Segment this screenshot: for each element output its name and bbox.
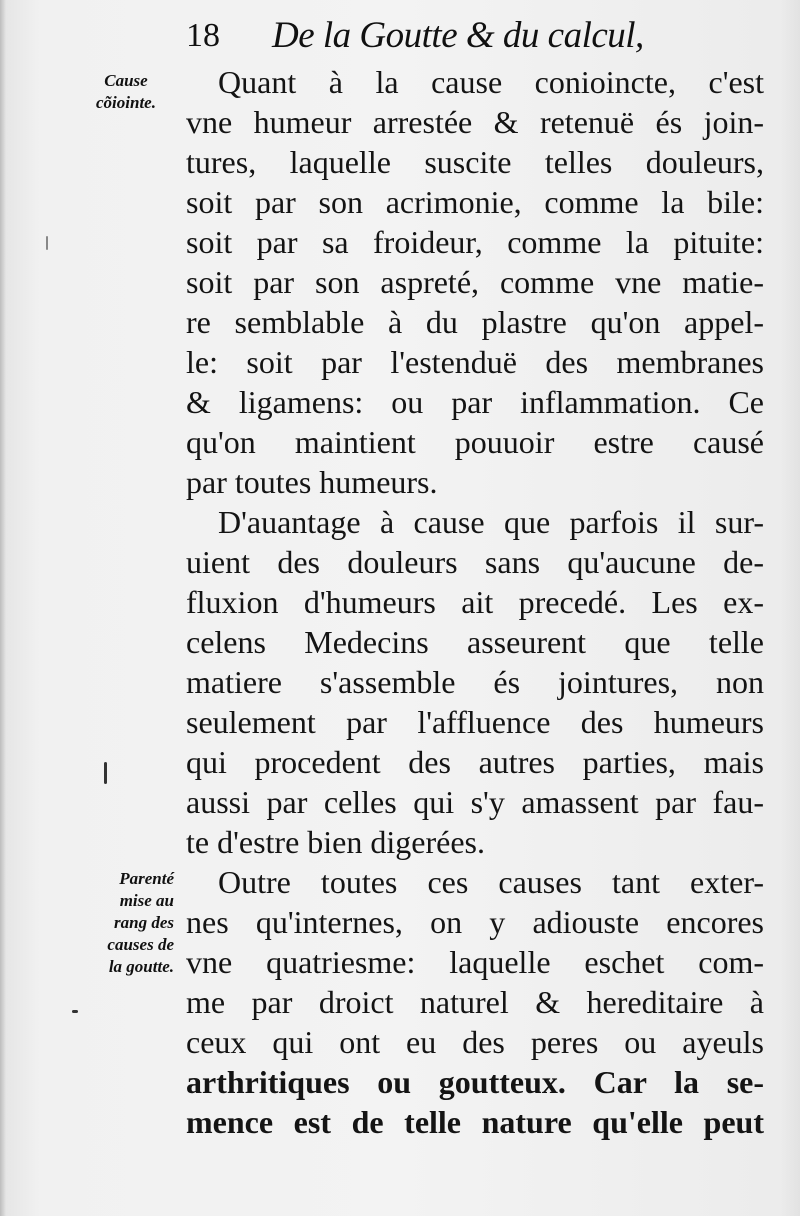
text-line: arthritiques ou goutteux. Car la se- xyxy=(186,1064,764,1100)
text-line: le: soit par l'estenduë des membranes xyxy=(186,344,764,380)
text-line: mence est de telle nature qu'elle peut xyxy=(186,1104,764,1140)
text-line: soit par sa froideur, comme la pituite: xyxy=(186,224,764,260)
margin-note-line: rang des xyxy=(114,913,174,932)
page-edge-shadow xyxy=(0,0,6,1216)
text-line: celens Medecins asseurent que telle xyxy=(186,624,764,660)
page-header xyxy=(186,8,666,60)
text-line: vne humeur arrestée & retenuë és join- xyxy=(186,104,764,140)
text-line: par toutes humeurs. xyxy=(186,464,438,500)
text-line: qu'on maintient pouuoir estre causé xyxy=(186,424,764,460)
text-line: tures, laquelle suscite telles douleurs, xyxy=(186,144,764,180)
ink-speck xyxy=(104,762,107,784)
margin-note-cause-conjointe xyxy=(80,70,172,114)
ink-speck xyxy=(72,1010,78,1013)
margin-note-line: la goutte. xyxy=(108,957,174,976)
page-number: 18 xyxy=(186,17,220,54)
text-line: & ligamens: ou par inflammation. Ce xyxy=(186,384,764,420)
body-text xyxy=(186,62,764,1142)
margin-note-line: mise au xyxy=(119,891,174,910)
running-title: De la Goutte & du calcul, xyxy=(272,15,644,56)
text-line: re semblable à du plastre qu'on appel- xyxy=(186,304,764,340)
margin-note-line: cõiointe. xyxy=(96,93,156,112)
margin-note-line: causes de xyxy=(107,935,174,954)
text-line: uient des douleurs sans qu'aucune de- xyxy=(186,544,764,580)
text-line: qui procedent des autres parties, mais xyxy=(186,744,764,780)
ink-speck xyxy=(46,236,48,250)
margin-note-line: Parenté xyxy=(119,869,174,888)
text-line: Outre toutes ces causes tant exter- xyxy=(218,864,764,900)
margin-note-parente xyxy=(68,868,174,978)
text-line: Quant à la cause conioincte, c'est xyxy=(218,64,764,100)
text-line: aussi par celles qui s'y amassent par fau- xyxy=(186,784,764,820)
text-line: te d'estre bien digerées. xyxy=(186,824,485,860)
text-line: nes qu'internes, on y adiouste encores xyxy=(186,904,764,940)
margin-note-line: Cause xyxy=(104,71,148,90)
text-line: vne quatriesme: laquelle eschet com- xyxy=(186,944,764,980)
text-line: soit par son acrimonie, comme la bile: xyxy=(186,184,764,220)
text-line: soit par son aspreté, comme vne matie- xyxy=(186,264,764,300)
text-line: fluxion d'humeurs ait precedé. Les ex- xyxy=(186,584,764,620)
text-line: D'auantage à cause que parfois il sur- xyxy=(218,504,764,540)
text-line: seulement par l'affluence des humeurs xyxy=(186,704,764,740)
text-line: me par droict naturel & hereditaire à xyxy=(186,984,764,1020)
text-line: ceux qui ont eu des peres ou ayeuls xyxy=(186,1024,764,1060)
text-line: matiere s'assemble és jointures, non xyxy=(186,664,764,700)
